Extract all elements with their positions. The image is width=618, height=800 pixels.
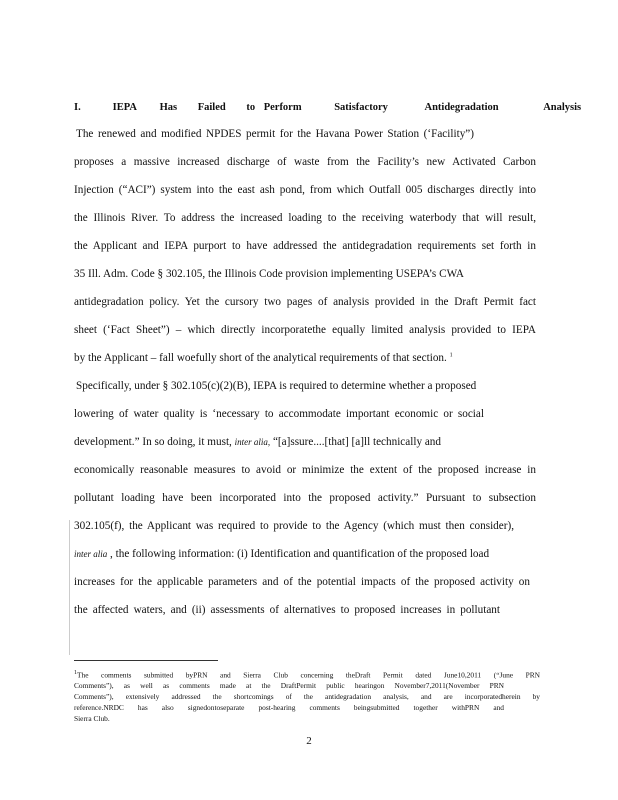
heading-word: IEPA — [112, 102, 137, 113]
body-line-text: , the following information: (i) Identification and quantification of the proposed load — [110, 548, 490, 560]
body-line — [74, 548, 536, 560]
body-line: pollutant loading have been incorporated into the proposed activity.” Pursuant to subsection — [74, 492, 536, 504]
inter-alia: inter alia — [74, 549, 108, 559]
footnote-line: Comments”), extensively addressed the shortcomings of the antidegradation analysis, and are incorporatedherein by — [74, 692, 540, 701]
body-line: antidegradation policy. Yet the cursory two pages of analysis provided in the Draft Permit fact — [74, 296, 536, 308]
heading-word: to — [246, 102, 256, 113]
body-line-text: “[a]ssure....[that] [a]ll technically and — [272, 436, 441, 448]
body-line: the Applicant and IEPA purport to have addressed the antidegradation requirements set forth in — [74, 240, 536, 252]
heading-word: Perform — [263, 102, 302, 113]
body-line: lowering of water quality is ‘necessary to accommodate important economic or social — [74, 408, 484, 420]
heading-word: Antidegradation — [424, 102, 499, 113]
section-heading — [74, 102, 582, 113]
body-line: Specifically, under § 302.105(c)(2)(B), IEPA is required to determine whether a proposed — [76, 380, 477, 392]
margin-line — [69, 520, 70, 655]
body-line: The renewed and modified NPDES permit for the Havana Power Station (‘Facility”) — [76, 128, 474, 140]
footnote-line: reference.NRDC has also signedontoseparate post-hearing comments beingsubmitted together withPRN and — [74, 703, 504, 712]
footnote-marker: 1 — [74, 670, 77, 676]
body-line: sheet (‘Fact Sheet”) – which directly incorporatethe equally limited analysis provided to IEPA — [74, 324, 536, 336]
body-line: 35 Ill. Adm. Code § 302.105, the Illinois Code provision implementing USEPA’s CWA — [74, 268, 464, 280]
body-line — [74, 352, 484, 364]
footnote-text: The comments submitted byPRN and Sierra Club concerning theDraft Permit dated June10,2011 (“June PRN — [77, 670, 540, 680]
heading-word: Satisfactory — [334, 102, 388, 113]
body-line: the affected waters, and (ii) assessments of alternatives to proposed increases in pollutant — [74, 604, 500, 616]
body-line — [74, 436, 536, 448]
body-line: 302.105(f), the Applicant was required to provide to the Agency (which must then consider), — [74, 520, 514, 532]
heading-number: I. — [74, 102, 81, 113]
body-line: the Illinois River. To address the increased loading to the receiving waterbody that will result, — [74, 212, 536, 224]
footnote-separator — [74, 660, 218, 661]
heading-word: Failed — [197, 102, 226, 113]
footnote-line: Comments”), as well as comments made at the DraftPermit public hearingon November7,2011(November PRN — [74, 681, 504, 690]
body-line: increases for the applicable parameters and of the potential impacts of the proposed activity on — [74, 576, 530, 588]
page-number: 2 — [306, 735, 312, 747]
inter-alia: inter alia, — [234, 437, 271, 447]
body-line-text: development.” In so doing, it must, — [74, 436, 232, 448]
body-line-text: by the Applicant – fall woefully short of the analytical requirements of that section. — [74, 352, 447, 364]
body-line: Injection (“ACI”) system into the east ash pond, from which Outfall 005 discharges directly into — [74, 184, 536, 196]
heading-word: Analysis — [543, 102, 582, 113]
footnote-line: Sierra Club. — [74, 714, 110, 723]
body-line: economically reasonable measures to avoid or minimize the extent of the proposed increase in — [74, 464, 536, 476]
footnote-line — [74, 670, 540, 679]
heading-word: Has — [159, 102, 178, 113]
body-line: proposes a massive increased discharge of waste from the Facility’s new Activated Carbon — [74, 156, 536, 168]
footnote-reference: 1 — [449, 352, 453, 359]
